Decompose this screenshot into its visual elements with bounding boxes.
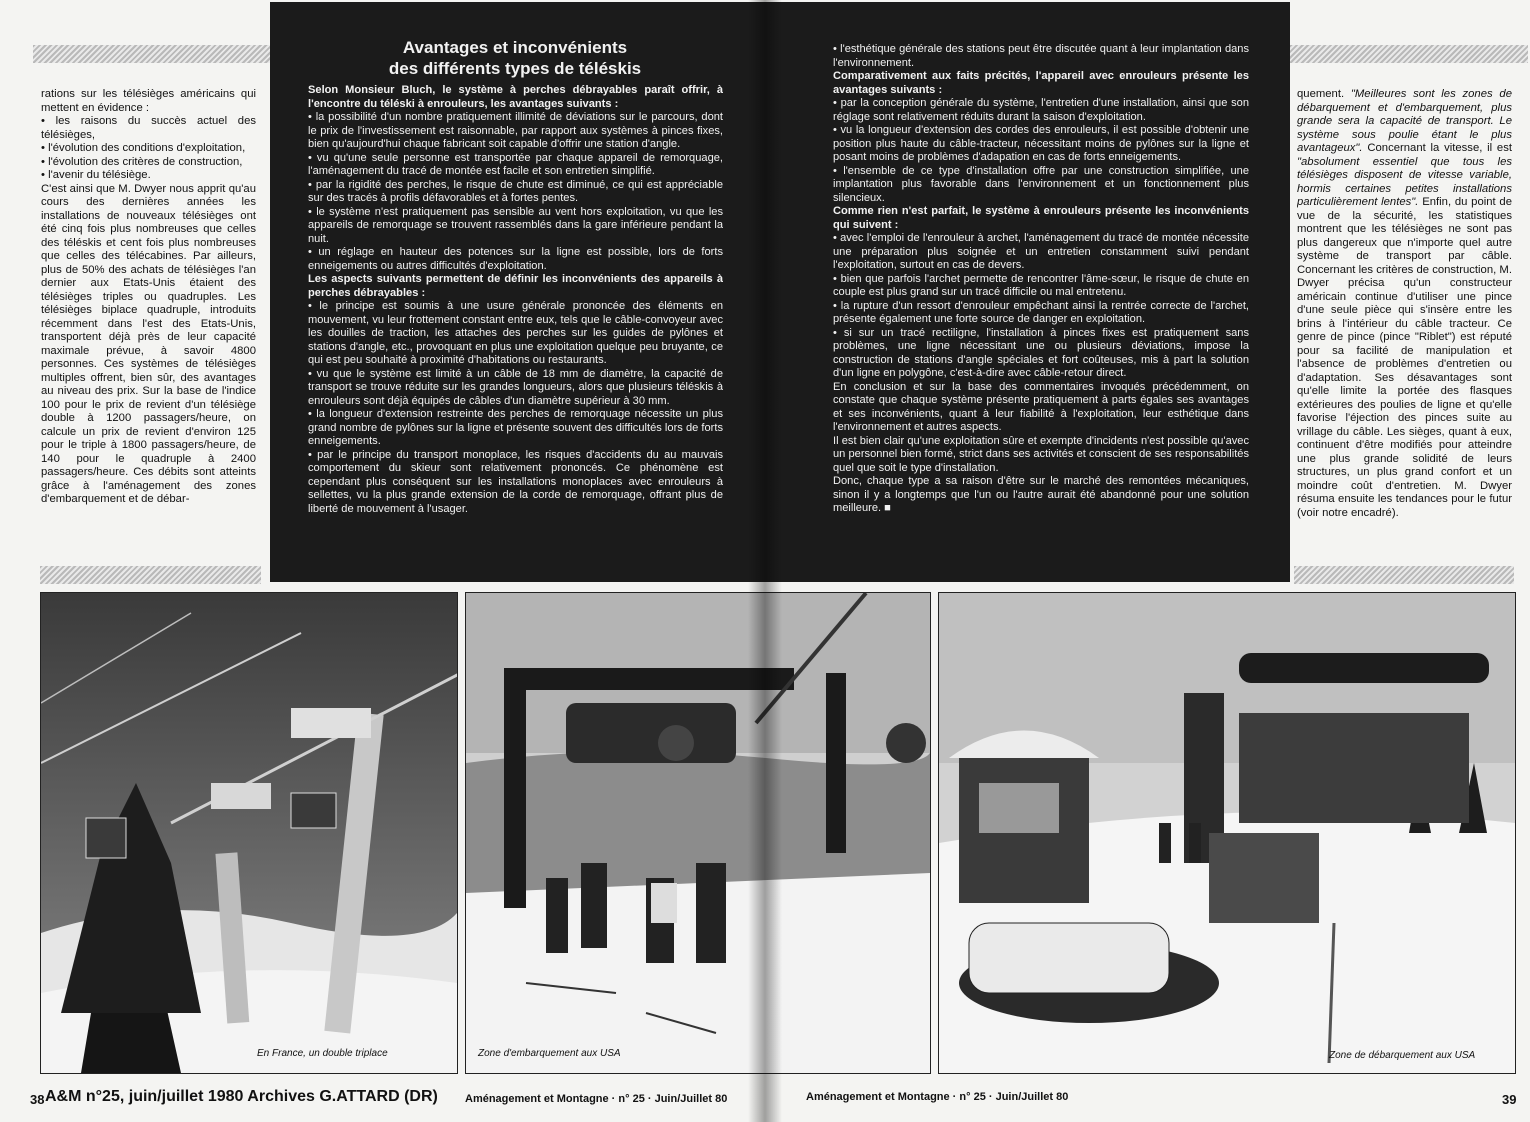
right-text-column: [1297, 88, 1512, 558]
paragraph: • le principe est soumis à une usure générale prononcée des éléments en mouvement, vu leur frottement constant entre eux, tels que le câble-convoyeur avec les douilles de traction, les attaches des perches sur les guides de pylônes et stations d'angle, etc., provoquant en plus une exploitation quelque peu bruyante, ce qui est peu souhaité à proximité d'habitations ou restaurants.: [308, 300, 723, 366]
text-run: Enfin, du point de vue de la sécurité, les statistiques montrent que les télésièges ne sont pas plus dangereux que n'importe quel autre système de transport par câble. Concernant les critères de construction, M. Dwyer précisa qu'un constructeur américain continue d'utiliser une pince d'une seule pièce qui s'insère entre les brins à l'intérieur du câble tracteur. Ce genre de pince (pince "Riblet") est réputé pour sa facilité de manipulation et l'absence de problèmes d'entretien ou d'adaptation. Ses désavantages sont qu'elle limite la portée des flasques extérieures des poulies de ligne et qu'elle favorise l'éjection des pinces suite au vrillage du câble. Les sièges, quant à eux, continuent d'être modifiés pour atteindre une plus grande solidité de leurs structures, un plus grand confort et un moindre coût d'entretien. M. Dwyer résuma ensuite les tendances pour le futur (voir notre encadré).: [1297, 196, 1512, 519]
page-number-left: 38: [30, 1092, 45, 1107]
text-run: Concernant la vitesse, il est: [1362, 142, 1512, 154]
left-text-column: [41, 88, 256, 558]
paragraph: • par le principe du transport monoplace, les risques d'accidents du au mauvais comportement du skieur sont relativement prononcés. Ce phénomène est cependant plus conséquent sur les installations monoplaces avec enrouleurs à sellettes, vu la plus grande extension de la corde de remorquage, offrant plus de liberté de mouvement à l'usager.: [308, 448, 723, 515]
italic-quote: "Meilleures sont les zones de débarquement et d'embarquement, plus grande sera la capacité de transport. Le système sous poulie étant le plus avantageux".: [1297, 88, 1512, 154]
paragraph: • si sur un tracé rectiligne, l'installation à pinces fixes est pratiquement sans problèmes, une ligne nécessitant une ou plusieurs déviations, impose la construction de stations d'angle spéciales et fort coûteuses, mis à part la solution d'un ligne en polygône, c'est-à-dire avec câble-retour direct.: [833, 326, 1249, 379]
photo-caption: Zone d'embarquement aux USA: [478, 1048, 621, 1059]
photo-boarding-zone-usa: [465, 592, 931, 1074]
photo-chairlift-france: [40, 592, 458, 1074]
paragraph: • l'esthétique générale des stations peut être discutée quant à leur implantation dans l'environnement.: [833, 43, 1249, 69]
inset-left-text: [308, 84, 723, 578]
journal-footer-left: Aménagement et Montagne · n° 25 · Juin/Juillet 80: [465, 1093, 728, 1105]
paragraph: • l'ensemble de ce type d'installation offre par une construction simplifiée, une implantation plus favorable dans l'environnement et un fonctionnement plus silencieux.: [833, 164, 1249, 204]
paragraph: En conclusion et sur la base des commentaires invoqués précédemment, on constate que chaque système présente pratiquement à parts égales ses avantages et ses inconvénients, quant à leur fiabilité à l'exploitation, leur esthétique dans l'environnement et autres aspects.: [833, 380, 1249, 433]
decorative-hatch-bottom-left: [40, 566, 261, 584]
decorative-hatch-bottom-right: [1294, 566, 1514, 584]
text-run: quement.: [1297, 88, 1351, 100]
page-number-right: 39: [1502, 1092, 1517, 1107]
paragraph: Selon Monsieur Bluch, le système à perches débrayables paraît offrir, à l'encontre du téléski à enrouleurs, les avantages suivants :: [308, 84, 723, 110]
journal-footer-right: Aménagement et Montagne · n° 25 · Juin/Juillet 80: [806, 1091, 1069, 1103]
photo-caption: En France, un double triplace: [257, 1048, 388, 1059]
paragraph: • l'évolution des critères de construction,: [41, 155, 243, 168]
inset-title-line2: des différents types de téléskis: [388, 59, 642, 78]
paragraph: • vu qu'une seule personne est transportée par chaque appareil de remorquage, l'aménagement du tracé de montée est facile et son entretien simplifié.: [308, 151, 723, 177]
inset-right-text: [833, 43, 1249, 578]
paragraph: • vu que le système est limité à un câble de 18 mm de diamètre, la capacité de transport se trouve réduite sur les grandes longueurs, alors que plusieurs téléskis à enrouleurs sont déjà équipés de câbles d'un diamètre supérieur à 30 mm.: [308, 367, 723, 407]
paragraph: • les raisons du succès actuel des télésièges,: [41, 115, 256, 141]
paragraph: Il est bien clair qu'une exploitation sûre et exempte d'incidents n'est possible qu'avec un personnel bien formé, strict dans ses activités et conscient de ses responsabilités quel que soit le type d'installation.: [833, 434, 1249, 474]
paragraph: • le système n'est pratiquement pas sensible au vent hors exploitation, vu que les appareils de remorquage se trouvent rassemblés dans la gare inférieure pendant la nuit.: [308, 205, 723, 245]
paragraph: • la possibilité d'un nombre pratiquement illimité de déviations sur le parcours, dont le prix de l'investissement est raisonnable, par rapport aux systèmes à pinces fixes, bien qu'aujourd'hui chaque fabricant soit capable d'offrir une station d'angle.: [308, 111, 723, 150]
paragraph: Comparativement aux faits précités, l'appareil avec enrouleurs présente les avantages suivants :: [833, 70, 1249, 96]
paragraph: • un réglage en hauteur des potences sur la ligne est possible, lors de forts enneigements ou autres difficultés d'exploitation.: [308, 246, 723, 272]
inset-title-line1: Avantages et inconvénients: [402, 38, 628, 57]
paragraph: • la longueur d'extension restreinte des perches de remorquage nécessite un plus grand nombre de pylônes sur la ligne et présente souvent des difficultés lors de forts enneigements.: [308, 408, 723, 447]
paragraph: [1297, 88, 1512, 520]
paragraph: C'est ainsi que M. Dwyer nous apprit qu'au cours des dernières années les installations de nouveaux télésièges ont été cinq fois plus nombreuses que celles des téléskis et cent fois plus nombreuses que celles des télécabines. Par ailleurs, plus de 50% des achats de télésièges l'an dernier aux Etats-Unis étaient des télésièges triples ou quadruples. Les télésièges biplace quadruple, introduits récemment dans l'est des Etats-Unis, transportent déjà près de leur capacité maximale prévue, à savoir 4800 personnes. Ces systèmes de télésièges multiples offrent, bien sûr, des avantages au niveau des prix. Sur la base de l'indice 100 pour le prix de revient d'un télésiège double à 1200 passagers/heure, on calcule un prix de revient d'environ 125 pour le triple à 1800 passagers/heure, de 140 pour le quadruple à 2400 passagers/heure. Ces débits sont atteints grâce à l'aménagement des zones d'embarquement et de débar-: [41, 182, 256, 505]
paragraph: • avec l'emploi de l'enrouleur à archet, l'aménagement du tracé de montée nécessite une préparation plus soignée et un entretien constamment suivi pendant l'exploitation, surtout en cas de devers.: [833, 232, 1249, 271]
paragraph: • l'évolution des conditions d'exploitation,: [41, 142, 246, 154]
paragraph: • par la rigidité des perches, le risque de chute est diminué, ce qui est appréciable sur des tracés à profils défavorables et à fortes pentes.: [308, 178, 723, 204]
decorative-hatch-top-left: [33, 45, 271, 63]
photo-caption: Zone de débarquement aux USA: [1329, 1050, 1476, 1061]
photo-unloading-zone-usa: [938, 592, 1516, 1074]
paragraph: Les aspects suivants permettent de définir les inconvénients des appareils à perches débrayables :: [308, 273, 723, 299]
page-gutter: [748, 0, 782, 1122]
italic-quote: "absolument essentiel que tous les télésièges disposent de vitesse variable, hormis certaines petites installations particulièrement lentes".: [1297, 155, 1512, 208]
archive-credit: A&M n°25, juin/juillet 1980 Archives G.ATTARD (DR): [45, 1088, 438, 1105]
paragraph: Comme rien n'est parfait, le système à enrouleurs présente les inconvénients qui suivent :: [833, 205, 1249, 231]
paragraph: Donc, chaque type a sa raison d'être sur le marché des remontées mécaniques, sinon il y a longtemps que l'un ou l'autre aurait été abandonné pour une solution meilleure. ■: [833, 475, 1249, 514]
paragraph: • l'avenir du télésiège.: [41, 169, 151, 181]
paragraph: • par la conception générale du système, l'entretien d'une installation, ainsi que son réglage sont relativement réduits durant la saison d'exploitation.: [833, 97, 1249, 123]
paragraph: • bien que parfois l'archet permette de rencontrer l'âme-sœur, le risque de chute en couple est plus grand sur un tracé difficile ou mal entretenu.: [833, 272, 1249, 298]
decorative-hatch-top-right: [1290, 45, 1528, 63]
paragraph: • la rupture d'un ressort d'enrouleur empêchant ainsi la rentrée correcte de l'archet, présente également une forte source de danger en exploitation.: [833, 299, 1249, 325]
paragraph: • vu la longueur d'extension des cordes des enrouleurs, il est possible d'obtenir une position plus haute du câble-tracteur, nécessitant moins de pylônes sur la ligne et posant moins de problèmes d'adapation en cas de forts enneigements.: [833, 124, 1249, 163]
paragraph: rations sur les télésièges américains qui mettent en évidence :: [41, 88, 256, 114]
